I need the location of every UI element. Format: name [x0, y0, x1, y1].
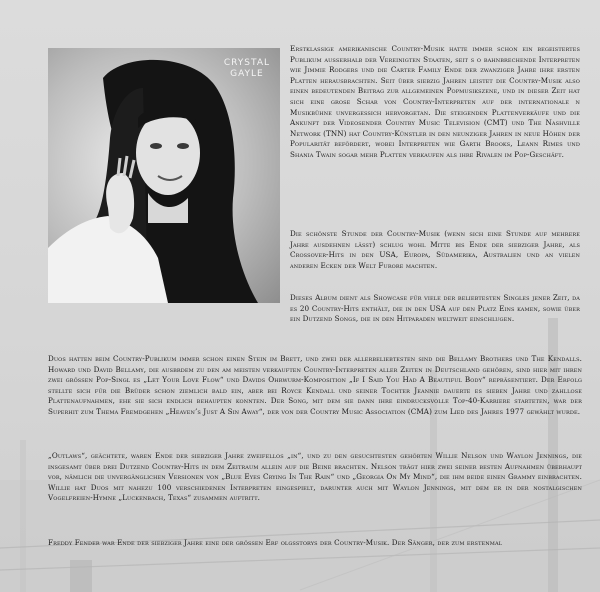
paragraph-album-showcase: Dieses Album dient als Showcase für viele der beliebtesten Singles jener Zeit, da es 20 Country-Hits enthält, die in den USA auf den Platz Eins kamen, sowie über ein Dutzend Songs, die in den Hitparaden weltweit einschlugen.: [290, 293, 580, 324]
paragraph-intro: Erstklassige amerikanische Country-Musik hatte immer schon ein begeistertes Publikum ausserhalb der Vereinigten Staaten, seit s o bahnbrechende Interpreten wie Jimmie Rodgers und die Carter Family Ende der zwanziger Jahre ihre ersten Platten herausbrachten. Seit über siebzig Jahren leistet die Country-Musik also einen bedeutenden Beitrag zur allgemeinen Popmusikszene, und in dieser Zeit hat sich eine grose Schar von Country-Interpreten auf der internationale n Musikbühne unvergessich hervorgetan. Die steigenden Plattenverkäufe und die Ankunft der Videosender Country Music Television (CMT) und The Nashville Network (TNN) hat Country-Künstler in den neunziger Jahren in neue Höhen der Popularität befördert, wobei Interpreten wie Garth Brooks, Leann Rimes und Shania Twain sogar mehr Platten verkaufen als ihre Rivalen im Pop-Geschäft.: [290, 44, 580, 159]
paragraph-freddy-fender: Freddy Fender war Ende der siebziger Jahre eine der grössen Erf olgsstorys der Country-Musik. Der Sänger, der zum erstenmal: [48, 538, 503, 547]
paragraph-outlaws: „Outlaws“, geächtete, waren Ende der siebziger Jahre zweifellos „in“, und zu den gesuchtesten gehörten Willie Nelson und Waylon Jennings, die insgesamt über drei Dutzend Country-Hits in dem Zeitraum allein auf die Beine brachten. Nelson trägt hier zwei seiner besten Aufnahmen überhaupt vor, nämlich die unvergänglichen Versionen von „Blue Eyes Crying In The Rain“ und „Georgia On My Mind“, die ihm beide einen Grammy einbrachten. Willie hat Duos mit nahezu 100 verschiedenen Interpreten eingespielt, darunter auch mit Waylon Jennings, mit dem er in der nostalgischen Vogelfreien-Hymne „Luckenbach, Texas“ zusammen auftritt.: [48, 451, 582, 503]
photo-caption: CRYSTAL GAYLE: [223, 58, 270, 79]
paragraph-golden-hour: Die schönste Stunde der Country-Musik (wenn sich eine Stunde auf mehrere Jahre ausdehnen lässt) schlug wohl Mitte bis Ende der siebziger Jahre, als Crossover-Hits in den USA, Europa, Südamerika, Australien und an vielen anderen Ecken der Welt Furore machten.: [290, 229, 580, 270]
paragraph-duos: Duos hatten beim Country-Publikum immer schon einen Stein im Brett, und zwei der allerbeliebtesten sind die Bellamy Brothers und The Kendalls. Howard und David Bellamy, die ausbrdem zu den am meisten verkauften Country-Interpreten aller Zeiten in Deutschland gehören, sind hier mit ihren zwei grössen Pop-Singl es „Let Your Love Flow“ und Davids Ohrwurm-Komposition „If I Said You Had A Beautiful Body“ repräsentiert. Der Erfolg stellte sich für die Brüder schon ziemlich bald ein, aber bei Royce Kendall und seiner Tochter Jeannie dauerte es sieben Jahre und zahllose Plattenaufnahmen, ehe sie sich endlich behaupten konnten. Der Song, mit dem sie dann ihre eindrucksvolle Top-40-Karriere starteten, war der Superhit zum Thema Fremdgehen „Heaven’s Just A Sin Away“, der von der Country Music Association (CMA) zum Lied des Jahres 1977 gewählt wurde.: [48, 354, 582, 416]
crystal-gayle-portrait: [48, 48, 280, 303]
